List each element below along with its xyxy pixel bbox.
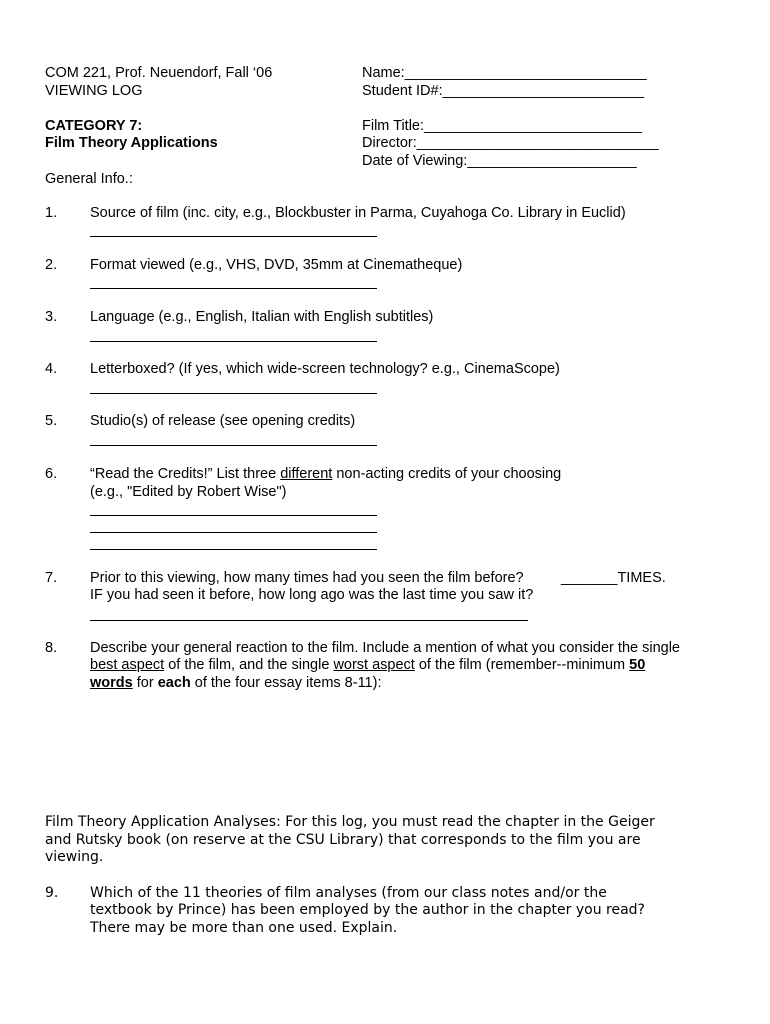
analysis-intro-line-1: Film Theory Application Analyses: For this log, you must read the chapter in the Geiger <box>45 814 655 830</box>
analysis-intro-line-3: viewing. <box>45 849 104 865</box>
item-9-line-3: There may be more than one used. Explain. <box>90 920 398 936</box>
item-1-text: Source of film (inc. city, e.g., Blockbuster in Parma, Cuyahoga Co. Library in Euclid) <box>90 205 626 221</box>
best-aspect-term: best aspect <box>90 657 165 673</box>
item-2-answer-line <box>90 288 377 289</box>
item-4-answer-line <box>90 393 377 394</box>
name-field: Name:______________________________ <box>362 65 647 81</box>
worst-aspect-term: worst aspect <box>333 657 415 673</box>
student-id-field: Student ID#:_________________________ <box>362 83 645 99</box>
category-title: Film Theory Applications <box>45 135 218 151</box>
item-3-answer-line <box>90 341 377 342</box>
item-7-times-field: _______TIMES. <box>561 570 666 586</box>
item-9-line-2: textbook by Prince) has been employed by the author in the chapter you read? <box>90 902 645 918</box>
item-5-number: 5. <box>45 413 58 429</box>
item-2-number: 2. <box>45 257 58 273</box>
item-1-answer-line <box>90 236 377 237</box>
item-6-text-part2: non-acting credits of your choosing <box>332 466 562 482</box>
item-8-mid-1: of the film, and the single <box>164 657 334 673</box>
date-of-viewing-field: Date of Viewing:_____________________ <box>362 153 637 169</box>
item-6-number: 6. <box>45 466 58 482</box>
item-7-followup: IF you had seen it before, how long ago was the last time you saw it? <box>90 587 534 603</box>
each-term: each <box>157 675 191 691</box>
course-heading: COM 221, Prof. Neuendorf, Fall ‘06 <box>45 65 273 81</box>
item-8-line-2 <box>90 657 645 675</box>
words-term: words <box>90 675 133 691</box>
general-info-heading: General Info.: <box>45 171 133 187</box>
item-6-text-part1: “Read the Credits!” List three <box>90 466 281 482</box>
item-8-end: of the four essay items 8-11): <box>190 675 382 691</box>
item-5-text: Studio(s) of release (see opening credits) <box>90 413 356 429</box>
item-7-number: 7. <box>45 570 58 586</box>
item-1-number: 1. <box>45 205 58 221</box>
item-6-example: (e.g., "Edited by Robert Wise") <box>90 484 287 500</box>
director-field: Director:______________________________ <box>362 135 659 151</box>
item-4-text: Letterboxed? (If yes, which wide-screen technology? e.g., CinemaScope) <box>90 361 560 377</box>
item-3-text: Language (e.g., English, Italian with English subtitles) <box>90 309 434 325</box>
item-8-mid-3: for <box>132 675 158 691</box>
analysis-intro-line-2: and Rutsky book (on reserve at the CSU Library) that corresponds to the film you are <box>45 832 641 848</box>
item-7-answer-line <box>90 620 528 621</box>
item-6-emphasis: different <box>280 466 333 482</box>
item-8-number: 8. <box>45 640 58 656</box>
item-4-number: 4. <box>45 361 58 377</box>
category-label: CATEGORY 7: <box>45 118 143 134</box>
item-2-text: Format viewed (e.g., VHS, DVD, 35mm at Cinematheque) <box>90 257 463 273</box>
item-6-text <box>90 466 561 484</box>
item-6-answer-line-2 <box>90 532 377 533</box>
log-title: VIEWING LOG <box>45 83 143 99</box>
word-minimum-number: 50 <box>629 657 646 673</box>
item-8-line-1: Describe your general reaction to the film. Include a mention of what you consider the single <box>90 640 680 656</box>
item-9-line-1: Which of the 11 theories of film analyses (from our class notes and/or the <box>90 885 607 901</box>
item-8-mid-2: of the film (remember--minimum <box>414 657 630 673</box>
item-9-number: 9. <box>45 885 59 901</box>
item-3-number: 3. <box>45 309 58 325</box>
item-8-line-3 <box>90 675 381 693</box>
item-5-answer-line <box>90 445 377 446</box>
item-7-question: Prior to this viewing, how many times had you seen the film before? <box>90 570 524 586</box>
item-6-answer-line-3 <box>90 549 377 550</box>
film-title-field: Film Title:___________________________ <box>362 118 642 134</box>
item-6-answer-line-1 <box>90 515 377 516</box>
